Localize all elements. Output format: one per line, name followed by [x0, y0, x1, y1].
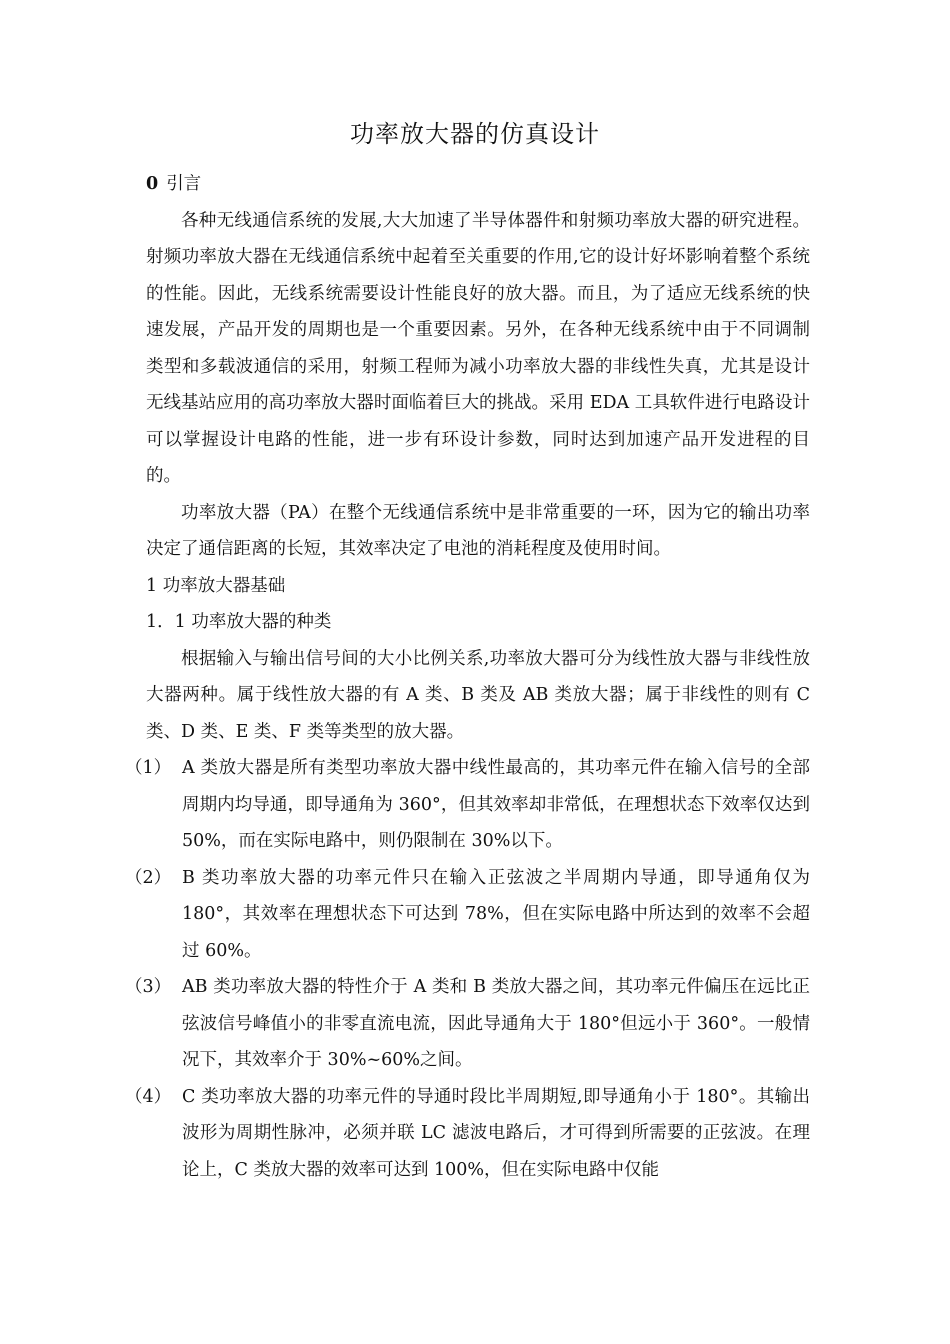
subsection-heading-types: 1．1 功率放大器的种类	[146, 612, 332, 632]
amplifier-class-list	[125, 750, 810, 1188]
list-item	[125, 969, 810, 1079]
list-marker: （1）	[125, 758, 172, 778]
intro-paragraph-2: 功率放大器（PA）在整个无线通信系统中是非常重要的一环，因为它的输出功率决定了通信距离的长短，其效率决定了电池的消耗程度及使用时间。	[146, 502, 810, 559]
types-paragraph: 根据输入与输出信号间的大小比例关系,功率放大器可分为线性放大器与非线性放大器两种。属于线性放大器的有 A 类、B 类及 AB 类放大器；属于非线性的则有 C 类、D 类、E 类、F 类等类型的放大器。	[146, 648, 810, 742]
list-item	[125, 750, 810, 860]
section-heading-text: 引言	[166, 174, 202, 194]
list-marker: （3）	[125, 977, 172, 997]
document-title: 功率放大器的仿真设计	[350, 120, 600, 148]
intro-paragraph-1: 各种无线通信系统的发展,大大加速了半导体器件和射频功率放大器的研究进程。射频功率放大器在无线通信系统中起着至关重要的作用,它的设计好坏影响着整个系统的性能。因此，无线系统需要设计性能良好的放大器。而且，为了适应无线系统的快速发展，产品开发的周期也是一个重要因素。另外，在各种无线系统中由于不同调制类型和多载波通信的采用，射频工程师为减小功率放大器的非线性失真，尤其是设计无线基站应用的高功率放大器时面临着巨大的挑战。采用 EDA 工具软件进行电路设计可以掌握设计电路的性能，进一步有环设计参数，同时达到加速产品开发进程的目的。	[146, 210, 810, 486]
document-body	[125, 166, 810, 1188]
list-item-text: AB 类功率放大器的特性介于 A 类和 B 类放大器之间，其功率元件偏压在远比正弦波信号峰值小的非零直流电流，因此导通角大于 180°但远小于 360°。一般情况下，其效率介于 30%~60%之间。	[182, 977, 810, 1070]
list-marker: （4）	[125, 1086, 172, 1107]
list-item-text: B 类功率放大器的功率元件只在输入正弦波之半周期内导通，即导通角仅为 180°，其效率在理想状态下可达到 78%，但在实际电路中所达到的效率不会超过 60%。	[182, 867, 810, 961]
section-number: 0	[146, 174, 159, 194]
list-marker: （2）	[125, 867, 172, 888]
list-item-text: C 类功率放大器的功率元件的导通时段比半周期短,即导通角小于 180°。其输出波形为周期性脉冲，必须并联 LC 滤波电路后，才可得到所需要的正弦波。在理论上，C 类放大器的效率可达到 100%，但在实际电路中仅能	[182, 1086, 810, 1180]
section-heading-basics: 1 功率放大器基础	[146, 575, 286, 596]
list-item	[125, 860, 810, 970]
list-item-text: A 类放大器是所有类型功率放大器中线性最高的，其功率元件在输入信号的全部周期内均导通，即导通角为 360°，但其效率却非常低，在理想状态下效率仅达到 50%，而在实际电路中，则仍限制在 30%以下。	[182, 758, 810, 851]
list-item	[125, 1079, 810, 1189]
section-heading-intro	[146, 166, 810, 203]
